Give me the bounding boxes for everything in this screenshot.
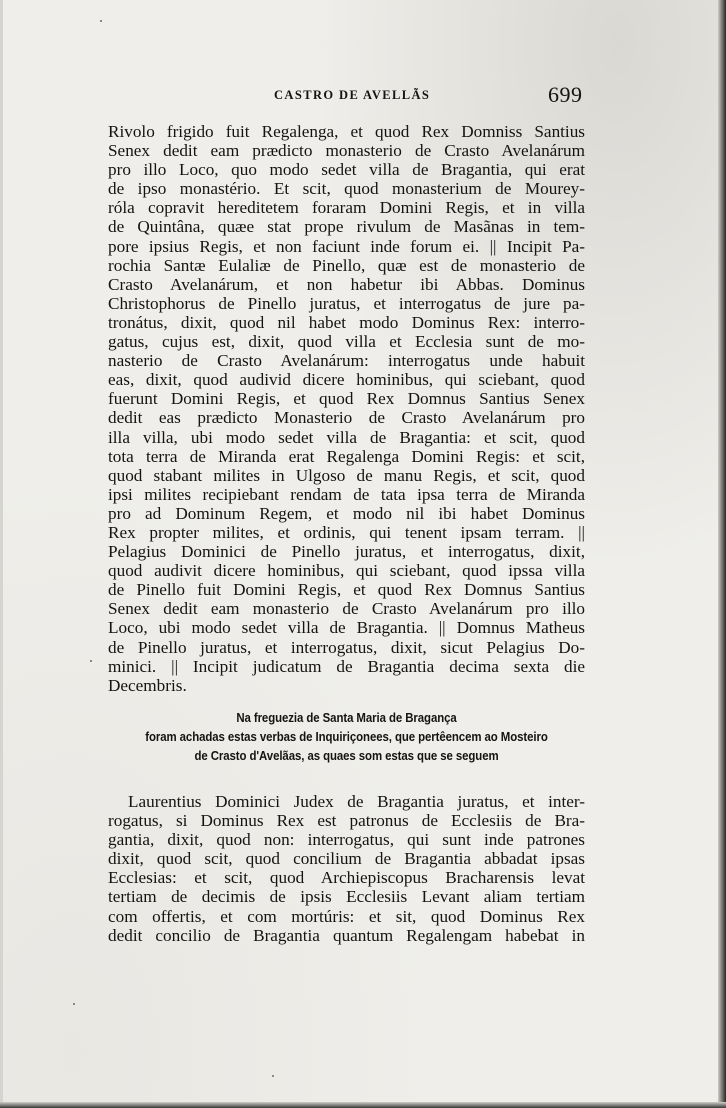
heading-line: foram achadas estas verbas de Inquiriçonees, que pertêencem ao Mosteiro	[145, 729, 548, 744]
text-line: de ipso monastério. Et scit, quod monasterium de Mourey-	[108, 179, 585, 199]
paragraph-2	[108, 792, 585, 945]
text-line: quod audivit dicere hominibus, qui sciebant, quod ipssa villa	[108, 561, 585, 581]
page-number: 699	[548, 82, 583, 107]
text-line: róla copravit hereditetem foraram Domini Regis, et in villa	[108, 198, 585, 218]
running-head	[0, 82, 726, 108]
page-left-edge	[0, 0, 3, 1108]
page-right-edge-shadow	[718, 0, 726, 1108]
text-line: nasterio de Crasto Avelanárum: interrogatus unde habuit	[108, 351, 585, 371]
text-line: Christophorus de Pinello juratus, et interrogatus de jure pa-	[108, 293, 585, 313]
text-line: de Pinello fuit Domini Regis, et quod Rex Domnus Santius	[108, 580, 585, 600]
text-line: de Pinello juratus, et interrogatus, dixit, sicut Pelagius Do-	[108, 637, 585, 657]
heading-line: de Crasto d'Avelãas, as quaes som estas que se seguem	[194, 748, 499, 763]
text-line: de Quintâna, quæe stat prope rivulum de Masãnas in tem-	[108, 217, 585, 237]
text-line: Crasto Avelanárum, et non habetur ibi Abbas. Dominus	[108, 274, 585, 294]
text-line: dedit concilio de Bragantia quantum Regalengam habebat in	[108, 925, 585, 945]
text-line: Rivolo frigido fuit Regalenga, et quod Rex Domniss Santius	[108, 122, 585, 141]
text-line: dedit eas prædicto Monasterio de Crasto Avelanárum pro	[108, 408, 585, 428]
text-line: illa villa, ubi modo sedet villa de Bragantia: et scit, quod	[108, 427, 585, 447]
text-line: tertiam de decimis de ipsis Ecclesiis Levant aliam tertiam	[108, 887, 585, 907]
text-line: Decembris.	[108, 675, 187, 695]
text-line: Ecclesias: et scit, quod Archiepiscopus Bracharensis levat	[108, 868, 585, 888]
text-line: tota terra de Miranda erat Regalenga Domini Regis: et scit,	[108, 446, 585, 466]
text-line: Laurentius Dominici Judex de Bragantia juratus, et inter-	[128, 792, 585, 811]
text-line: pro ad Dominum Regem, et modo nil ibi habet Dominus	[108, 503, 585, 523]
text-line: Senex dedit eam prædicto monasterio de Crasto Avelanárum	[108, 141, 585, 161]
text-line: minici. || Incipit judicatum de Bragantia decima sexta die	[108, 656, 585, 676]
paper-speck	[90, 660, 92, 662]
text-line: pro illo Loco, quo modo sedet villa de Bragantia, qui erat	[108, 160, 585, 180]
text-line: pore ipsius Regis, et non faciunt inde forum ei. || Incipit Pa-	[108, 236, 585, 256]
text-line: com offertis, et com mortúris: et sit, quod Dominus Rex	[108, 906, 585, 926]
paragraph-1	[108, 122, 585, 695]
text-line: tronátus, dixit, quod nil habet modo Dominus Rex: interro-	[108, 312, 585, 332]
text-line: quod stabant milites in Ulgoso de manu Regis, et scit, quod	[108, 465, 585, 485]
text-line: rogatus, si Dominus Rex est patronus de Ecclesiis de Bra-	[108, 811, 585, 831]
section-heading	[141, 708, 551, 765]
text-line: ipsi milites recipiebant rendam de tata ipsa terra de Miranda	[108, 484, 585, 504]
text-line: Loco, ubi modo sedet villa de Bragantia. || Domnus Matheus	[108, 618, 585, 638]
paper-speck	[73, 1003, 75, 1005]
text-line: gantia, dixit, quod non: interrogatus, qui sunt inde patrones	[108, 830, 585, 850]
paper-speck	[100, 20, 102, 22]
text-line: dixit, quod scit, quod concilium de Bragantia abbadat ipsas	[108, 849, 585, 869]
text-line: fuerunt Domini Regis, et quod Rex Domnus Santius Senex	[108, 389, 585, 409]
text-line: eas, dixit, quod audivid dicere hominibus, qui sciebant, quod	[108, 370, 585, 390]
text-line: Pelagius Dominici de Pinello juratus, et interrogatus, dixit,	[108, 542, 585, 562]
page-bottom-edge-shadow	[0, 1102, 726, 1108]
heading-line: Na freguezia de Santa Maria de Bragança	[236, 710, 457, 725]
text-line: Rex propter milites, et ordinis, qui tenent ipsam terram. ||	[108, 522, 585, 542]
paper-speck	[272, 1075, 274, 1077]
text-line: gatus, cujus est, dixit, quod villa et Ecclesia sunt de mo-	[108, 332, 585, 352]
running-title: CASTRO DE AVELLÃS	[274, 88, 431, 102]
text-line: Senex dedit eam monasterio de Crasto Avelanárum pro illo	[108, 599, 585, 619]
text-line: rochia Santæ Eulaliæ de Pinello, quæ est de monasterio de	[108, 255, 585, 275]
